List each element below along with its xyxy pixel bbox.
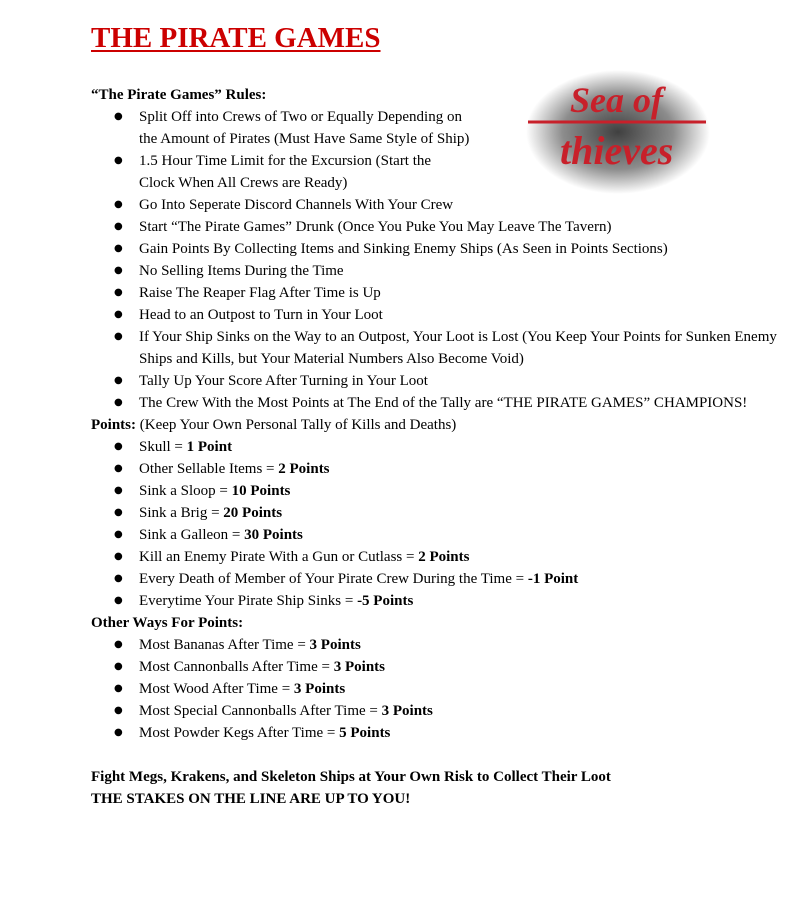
list-item (91, 524, 791, 546)
points-heading-label: Points: (91, 417, 136, 433)
list-item (91, 678, 791, 700)
other-ways-heading: Other Ways For Points: (91, 615, 244, 631)
list-item (91, 634, 791, 656)
other-item-value: 3 Points (293, 681, 346, 697)
list-item: ● If Your Ship Sinks on the Way to an Outpost, Your Loot is Lost (You Keep Your Points for Sunken Enemy Ships and Kills, but Your Material Numbers Also Become Void) (91, 326, 791, 370)
points-item-label: Sink a Galleon = (139, 527, 245, 543)
page-title: THE PIRATE GAMES (91, 22, 381, 54)
list-item: ● Head to an Outpost to Turn in Your Loot (91, 304, 791, 326)
list-item (91, 568, 791, 590)
list-item (91, 722, 791, 744)
list-item: ● No Selling Items During the Time (91, 260, 791, 282)
list-item (91, 458, 791, 480)
points-item-value: -5 Points (357, 593, 414, 609)
other-item-label: Most Special Cannonballs After Time = (139, 703, 382, 719)
list-item (91, 480, 791, 502)
points-item-label: Sink a Brig = (139, 505, 224, 521)
points-item-label: Every Death of Member of Your Pirate Crew During the Time = (139, 571, 528, 587)
list-item (91, 502, 791, 524)
points-item-label: Skull = (139, 439, 187, 455)
footer-line-2: THE STAKES ON THE LINE ARE UP TO YOU! (91, 791, 411, 807)
points-heading (91, 414, 791, 436)
other-ways-list (91, 634, 791, 744)
list-item: ● Tally Up Your Score After Turning in Your Loot (91, 370, 791, 392)
other-item-value: 3 Points (333, 659, 385, 675)
points-item-value: 10 Points (231, 483, 291, 499)
other-item-label: Most Powder Kegs After Time = (139, 725, 340, 741)
list-item (91, 546, 791, 568)
points-heading-note: (Keep Your Own Personal Tally of Kills and Deaths) (139, 417, 457, 433)
points-item-label: Everytime Your Pirate Ship Sinks = (139, 593, 358, 609)
other-item-value: 5 Points (339, 725, 391, 741)
points-item-value: -1 Point (527, 571, 579, 587)
list-item: ● Raise The Reaper Flag After Time is Up (91, 282, 791, 304)
list-item: ● Start “The Pirate Games” Drunk (Once You Puke You May Leave The Tavern) (91, 216, 791, 238)
other-item-value: 3 Points (309, 637, 361, 653)
other-item-label: Most Wood After Time = (139, 681, 294, 697)
list-item: ● The Crew With the Most Points at The End of the Tally are “THE PIRATE GAMES” CHAMPIONS! (91, 392, 791, 414)
rules-list (91, 106, 791, 414)
list-item (91, 590, 791, 612)
points-item-value: 1 Point (186, 439, 233, 455)
points-item-label: Kill an Enemy Pirate With a Gun or Cutlass = (139, 549, 419, 565)
document-body (91, 84, 791, 810)
rules-heading: “The Pirate Games” Rules: (91, 87, 267, 103)
list-item: ● Go Into Seperate Discord Channels With Your Crew (91, 194, 791, 216)
logo-text-line1: Sea of (570, 80, 663, 120)
list-item: ● Split Off into Crews of Two or Equally Depending on the Amount of Pirates (Must Have Same Style of Ship) (91, 106, 474, 150)
points-item-value: 2 Points (278, 461, 330, 477)
points-item-value: 30 Points (244, 527, 303, 543)
other-item-label: Most Bananas After Time = (139, 637, 310, 653)
list-item (91, 700, 791, 722)
points-item-label: Other Sellable Items = (139, 461, 279, 477)
points-item-value: 2 Points (418, 549, 470, 565)
list-item: ● 1.5 Hour Time Limit for the Excursion (Start the Clock When All Crews are Ready) (91, 150, 459, 194)
points-item-label: Sink a Sloop = (139, 483, 232, 499)
other-item-value: 3 Points (381, 703, 433, 719)
list-item: ● Gain Points By Collecting Items and Sinking Enemy Ships (As Seen in Points Sections) (91, 238, 791, 260)
points-item-value: 20 Points (223, 505, 283, 521)
footer-line-1: Fight Megs, Krakens, and Skeleton Ships at Your Own Risk to Collect Their Loot (91, 769, 611, 785)
list-item (91, 436, 791, 458)
footer-note (91, 766, 791, 810)
points-list (91, 436, 791, 612)
other-item-label: Most Cannonballs After Time = (139, 659, 334, 675)
list-item (91, 656, 791, 678)
logo-text-line2: thieves (560, 128, 674, 173)
